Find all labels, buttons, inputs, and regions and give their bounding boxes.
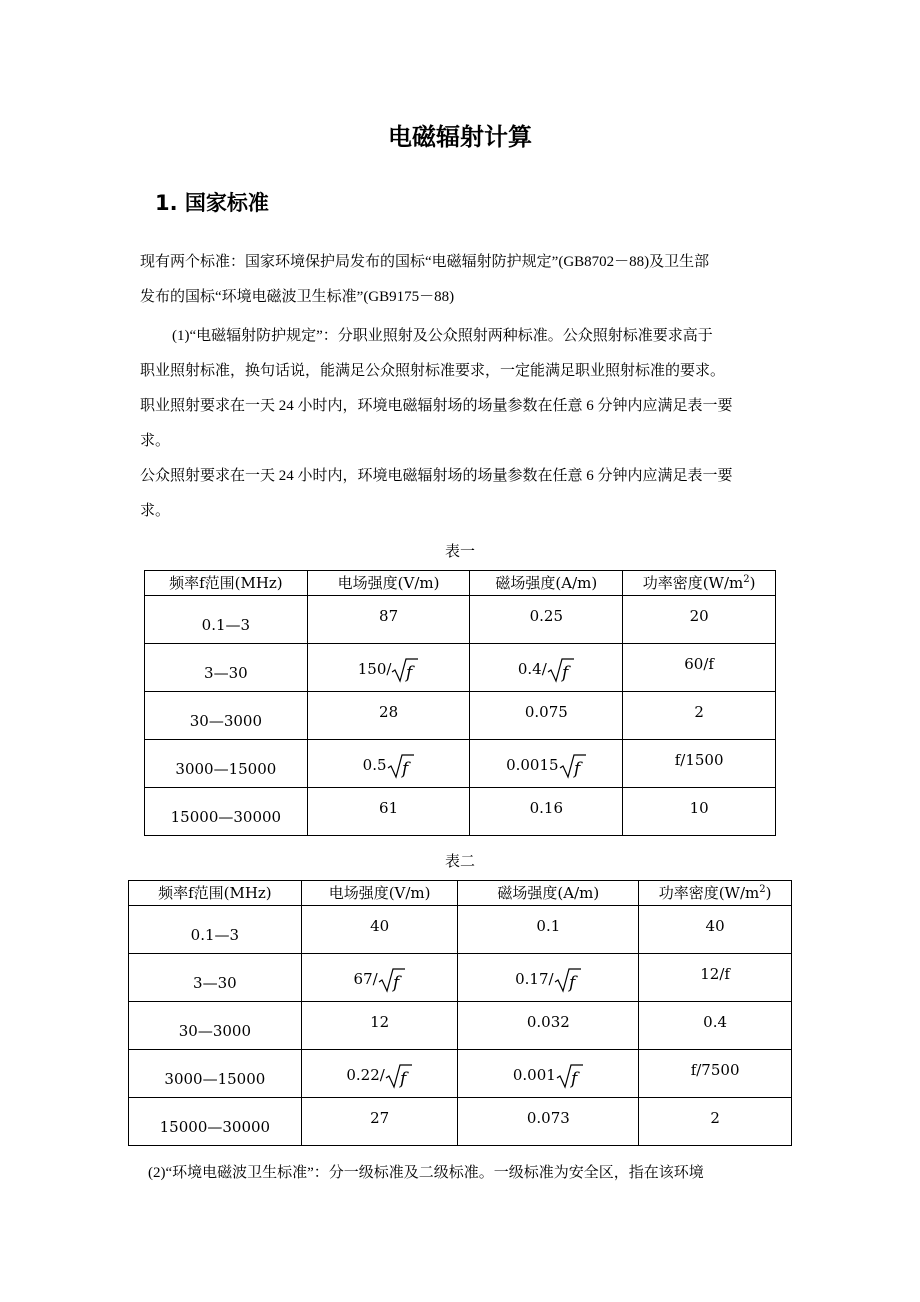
- magnetic-cell: [458, 954, 639, 1002]
- table-row: [129, 1098, 792, 1146]
- radical-stroke: [392, 659, 418, 681]
- magnetic-cell: 0.1: [458, 906, 639, 954]
- electric-value: 0.22/: [346, 1065, 385, 1084]
- magnetic-cell: 0.073: [458, 1098, 639, 1146]
- power-cell: f/7500: [639, 1050, 792, 1098]
- radical-stroke: [555, 969, 581, 991]
- sqrt-f-icon: [547, 656, 575, 684]
- para2-line: (2)“环境电磁波卫生标准”：分一级标准及二级标准。一级标准为安全区，指在该环境: [148, 1165, 704, 1181]
- sqrt-radical-icon: [378, 966, 406, 994]
- sqrt-radical-icon: [559, 752, 587, 780]
- table-row: [145, 692, 776, 740]
- frequency-cell: 0.1—3: [145, 596, 308, 644]
- table2-caption: 表二: [444, 854, 475, 870]
- intro-paragraph: [140, 245, 780, 315]
- magnetic-value: 0.4/: [517, 659, 547, 678]
- radical-stroke: [557, 1065, 583, 1087]
- table2: [128, 880, 792, 1146]
- sqrt-radical-icon: [387, 752, 415, 780]
- electric-cell: 12: [301, 1002, 458, 1050]
- electric-cell: 61: [307, 788, 470, 836]
- sqrt-radical-icon: [556, 1062, 584, 1090]
- radicand-f: f: [399, 1068, 407, 1089]
- power-cell: 12/f: [639, 954, 792, 1002]
- power-header-sup: 2: [759, 884, 766, 895]
- paragraph-2: [148, 1156, 788, 1191]
- sqrt-f-icon: [391, 656, 419, 684]
- sqrt-f-icon: [559, 752, 587, 780]
- power-cell: f/1500: [623, 740, 776, 788]
- magnetic-cell: 0.16: [470, 788, 623, 836]
- power-cell: 60/f: [623, 644, 776, 692]
- sqrt-f-icon: [556, 1062, 584, 1090]
- electric-cell: 27: [301, 1098, 458, 1146]
- magnetic-cell: [470, 740, 623, 788]
- table-row: [145, 740, 776, 788]
- sqrt-f-icon: [378, 966, 406, 994]
- frequency-cell: 3000—15000: [145, 740, 308, 788]
- sqrt-f-icon: [387, 752, 415, 780]
- power-header-base: 功率密度(W/m: [642, 574, 744, 592]
- radicand-f: f: [561, 662, 569, 683]
- power-header-close: ): [749, 574, 756, 592]
- power-cell: 0.4: [639, 1002, 792, 1050]
- table-row: [145, 788, 776, 836]
- sqrt-f-icon: [554, 966, 582, 994]
- power-header-close: ): [765, 884, 772, 902]
- magnetic-cell: 0.25: [470, 596, 623, 644]
- table-row: [129, 906, 792, 954]
- electric-cell: 28: [307, 692, 470, 740]
- para1-line: 公众照射要求在一天 24 小时内，环境电磁辐射场的场量参数在任意 6 分钟内应满足表一要: [140, 468, 733, 484]
- electric-cell: 87: [307, 596, 470, 644]
- electric-cell: [307, 644, 470, 692]
- electric-value: 0.5: [362, 755, 387, 774]
- power-cell: 2: [623, 692, 776, 740]
- table2-header-row: [129, 881, 792, 906]
- electric-cell: 40: [301, 906, 458, 954]
- frequency-cell: 15000—30000: [129, 1098, 302, 1146]
- electric-cell: [307, 740, 470, 788]
- sqrt-radical-icon: [554, 966, 582, 994]
- frequency-cell: 30—3000: [145, 692, 308, 740]
- radicand-f: f: [573, 758, 580, 779]
- table1-header-magnetic: 磁场强度(A/m): [470, 571, 623, 596]
- frequency-cell: 15000—30000: [145, 788, 308, 836]
- magnetic-cell: 0.075: [470, 692, 623, 740]
- table2-header-electric: 电场强度(V/m): [301, 881, 458, 906]
- table2-header-frequency: 频率f范围(MHz): [129, 881, 302, 906]
- para1-line: 职业照射要求在一天 24 小时内，环境电磁辐射场的场量参数在任意 6 分钟内应满足表一要: [140, 398, 733, 414]
- table-row: [129, 1002, 792, 1050]
- paragraph-1: [140, 319, 780, 529]
- frequency-cell: 3000—15000: [129, 1050, 302, 1098]
- radicand-f: f: [570, 1068, 578, 1089]
- frequency-cell: 3—30: [145, 644, 308, 692]
- radical-stroke: [386, 1065, 412, 1087]
- table-row: [129, 954, 792, 1002]
- radical-stroke: [548, 659, 574, 681]
- electric-value: 150/: [357, 659, 392, 678]
- radical-stroke: [388, 755, 414, 777]
- table1: [144, 570, 776, 836]
- table1-header-frequency: 频率f范围(MHz): [145, 571, 308, 596]
- radicand-f: f: [392, 972, 399, 993]
- para1-line: 求。: [140, 433, 171, 449]
- table-row: [145, 596, 776, 644]
- radicand-f: f: [401, 758, 408, 779]
- magnetic-value: 0.0015: [506, 755, 559, 774]
- electric-cell: [301, 954, 458, 1002]
- intro-line: 现有两个标准：国家环境保护局发布的国标“电磁辐射防护规定”(GB8702－88)及卫生部: [140, 254, 710, 270]
- para1-line: 求。: [140, 503, 171, 519]
- magnetic-cell: [470, 644, 623, 692]
- table-row: [145, 644, 776, 692]
- sqrt-radical-icon: [547, 656, 575, 684]
- magnetic-value: 0.001: [512, 1065, 556, 1084]
- para1-line: 职业照射标准，换句话说，能满足公众照射标准要求，一定能满足职业照射标准的要求。: [140, 363, 726, 379]
- intro-line: 发布的国标“环境电磁波卫生标准”(GB9175－88): [140, 289, 455, 305]
- electric-cell: [301, 1050, 458, 1098]
- sqrt-f-icon: [385, 1062, 413, 1090]
- frequency-cell: 0.1—3: [129, 906, 302, 954]
- power-cell: 20: [623, 596, 776, 644]
- power-header-base: 功率密度(W/m: [658, 884, 760, 902]
- table2-header-power: [639, 881, 792, 906]
- radicand-f: f: [406, 662, 413, 683]
- table2-header-magnetic: 磁场强度(A/m): [458, 881, 639, 906]
- power-cell: 40: [639, 906, 792, 954]
- table1-header-row: [145, 571, 776, 596]
- radical-stroke: [379, 969, 405, 991]
- magnetic-value: 0.17/: [515, 969, 554, 988]
- sqrt-radical-icon: [385, 1062, 413, 1090]
- sqrt-radical-icon: [391, 656, 419, 684]
- magnetic-cell: [458, 1050, 639, 1098]
- radical-stroke: [560, 755, 586, 777]
- power-cell: 10: [623, 788, 776, 836]
- table1-header-electric: 电场强度(V/m): [307, 571, 470, 596]
- frequency-cell: 30—3000: [129, 1002, 302, 1050]
- document-title: 电磁辐射计算: [388, 123, 532, 151]
- section-heading: 1. 国家标准: [155, 191, 269, 215]
- power-cell: 2: [639, 1098, 792, 1146]
- table1-caption: 表一: [444, 544, 475, 560]
- magnetic-cell: 0.032: [458, 1002, 639, 1050]
- power-header-sup: 2: [743, 574, 750, 585]
- electric-value: 67/: [353, 969, 378, 988]
- table-row: [129, 1050, 792, 1098]
- para1-line: (1)“电磁辐射防护规定”：分职业照射及公众照射两种标准。公众照射标准要求高于: [172, 328, 713, 344]
- radicand-f: f: [568, 972, 575, 993]
- frequency-cell: 3—30: [129, 954, 302, 1002]
- table1-header-power: [623, 571, 776, 596]
